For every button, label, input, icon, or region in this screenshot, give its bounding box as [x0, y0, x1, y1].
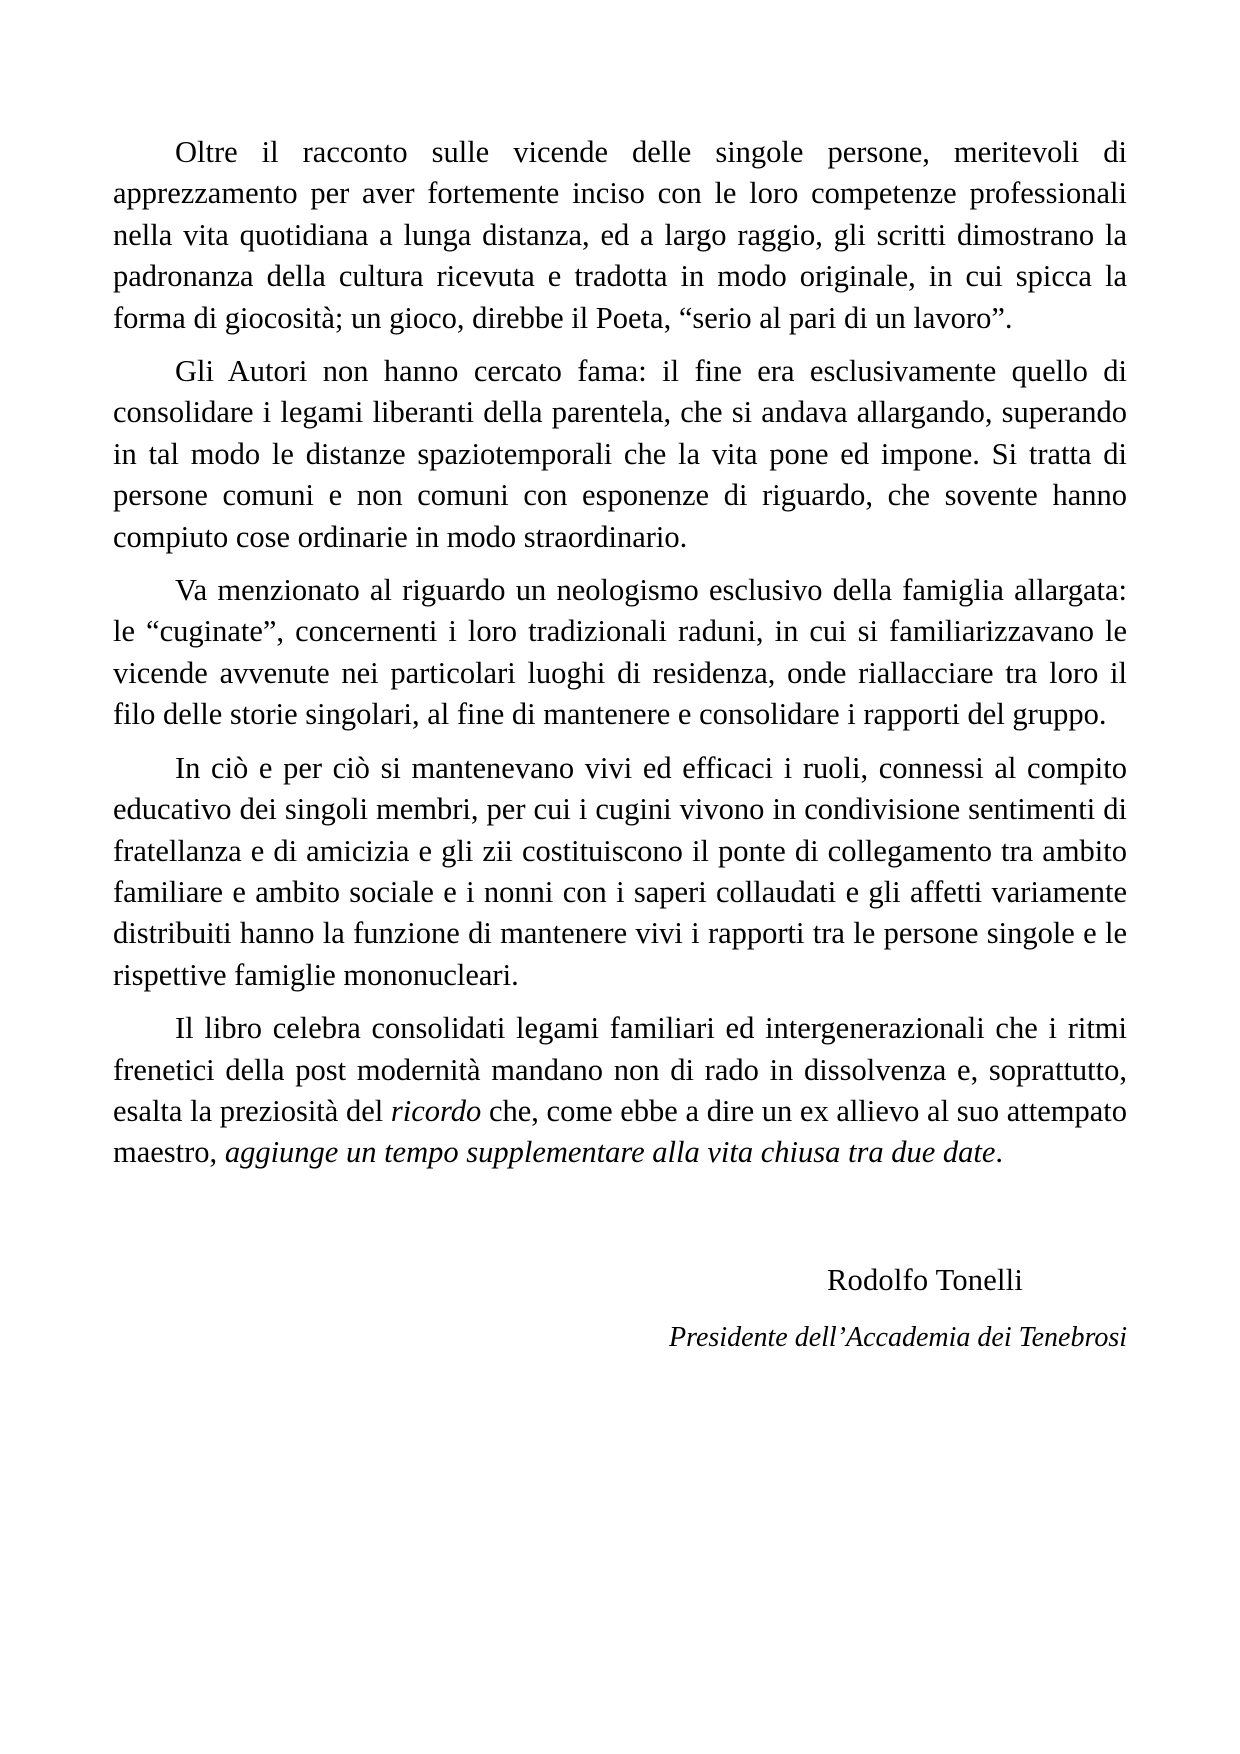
paragraph-5-segment-1: Il libro celebra consolidati legami familiari ed intergenerazionali che i ritmi frenetici della post modernità mandano non di rado in dissolvenza e, soprattutto, esalta la preziosità del — [113, 1011, 1127, 1128]
signature-role: Presidente dell’Accademia dei Tenebrosi — [669, 1322, 1127, 1354]
paragraph-1: Oltre il racconto sulle vicende delle singole persone, meritevoli di apprezzamento per aver fortemente inciso con le loro competenze professionali nella vita quotidiana a lunga distanza, ed a largo raggio, gli scritti dimostrano la padronanza della cultura ricevuta e tradotta in modo originale, in cui spicca la forma di giocosità; un gioco, direbbe il Poeta, “serio al pari di un lavoro”. — [113, 135, 1127, 335]
paragraph-5-segment-3: . — [995, 1135, 1004, 1170]
paragraph-5 — [113, 1008, 1127, 1174]
paragraph-4: In ciò e per ciò si mantenevano vivi ed efficaci i ruoli, connessi al compito educativo dei singoli membri, per cui i cugini vivono in condivisione sentimenti di fratellanza e di amicizia e gli zii costituiscono il ponte di collegamento tra ambito familiare e ambito sociale e i nonni con i saperi collaudati e gli affetti variamente distribuiti hanno la funzione di mantenere vivi i rapporti tra le persone singole e le rispettive famiglie mononucleari. — [113, 750, 1127, 992]
paragraph-5-emphasis-quote: aggiunge un tempo supplementare alla vita chiusa tra due date — [224, 1135, 996, 1170]
paragraph-2: Gli Autori non hanno cercato fama: il fine era esclusivamente quello di consolidare i legami liberanti della parentela, che si andava allargando, superando in tal modo le distanze spaziotemporali che la vita pone ed impone. Si tratta di persone comuni e non comuni con esponenze di riguardo, che sovente hanno compiuto cose ordinarie in modo straordinario. — [113, 354, 1127, 554]
paragraph-3: Va menzionato al riguardo un neologismo esclusivo della famiglia allargata: le “cuginate”, concernenti i loro tradizionali raduni, in cui si familiarizzavano le vicende avvenute nei particolari luoghi di residenza, onde riallacciare tra loro il filo delle storie singolari, al fine di mantenere e consolidare i rapporti del gruppo. — [113, 573, 1127, 732]
document-body — [113, 132, 1127, 1174]
paragraph-5-emphasis-ricordo: ricordo — [390, 1093, 482, 1128]
paragraph-5-segment-2: che, come ebbe a dire un ex allievo al suo attempato maestro, — [113, 1093, 1127, 1170]
signature-block — [113, 1260, 1127, 1359]
signature-name: Rodolfo Tonelli — [826, 1262, 1023, 1297]
